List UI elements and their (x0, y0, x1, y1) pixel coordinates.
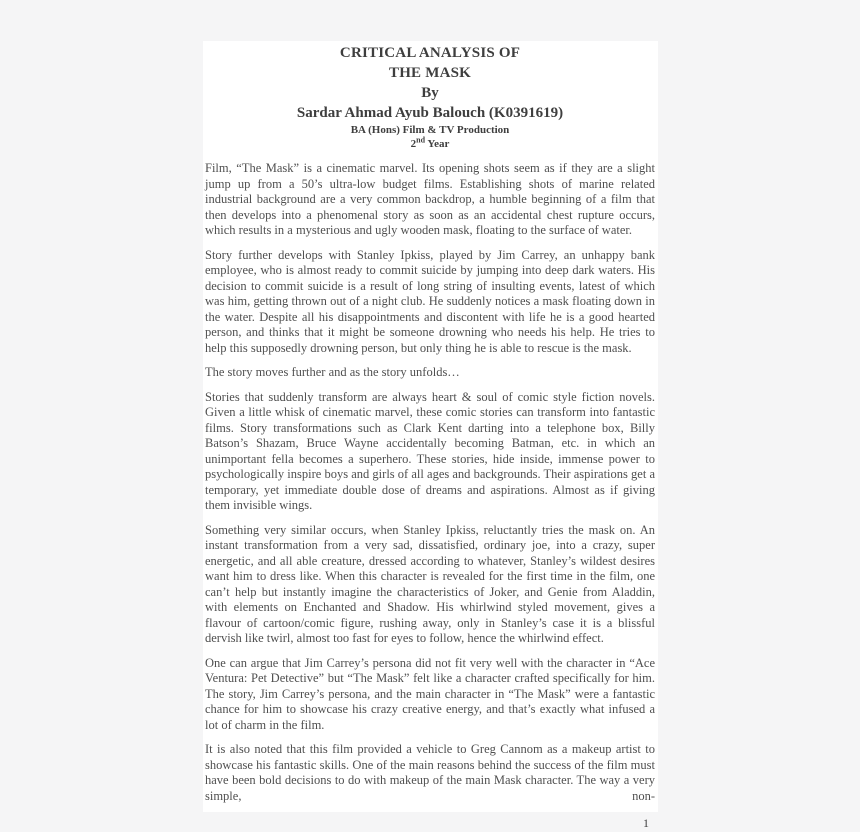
body-paragraph: Something very similar occurs, when Stanley Ipkiss, reluctantly tries the mask on. An instant transformation from a very sad, dissatisfied, ordinary joe, into a crazy, super energetic, and all able creature, dressed according to whatever, Stanley’s wildest desires want him to dress like. When this character is revealed for the first time in the film, one can’t help but instantly imagine the characteristics of Joker, and Genie from Aladdin, with elements on Enchanted and Shadow. His whirlwind styled movement, gives a flavour of cartoon/comic figure, rushing away, only in Stanley’s case it is a blissful dervish like twirl, almost too fast for eyes to follow, hence the whirlwind effect. (205, 522, 655, 645)
year-ordinal: nd (416, 135, 426, 145)
body-paragraph: Film, “The Mask” is a cinematic marvel. Its opening shots seem as if they are a slight jump up from a 50’s ultra-low budget films. Establishing shots of marine related industrial background are a very common backdrop, a humble beginning of a film that then develops into a phenomenal story as soon as an accidental chest rupture occurs, which results in a mysterious and ugly wooden mask, floating to the surface of water. (205, 161, 655, 237)
author-name: Sardar Ahmad Ayub Balouch (K0391619) (296, 105, 564, 121)
document-title-line-2: THE MASK (388, 65, 472, 81)
year-word: Year (425, 138, 450, 150)
title-block (205, 43, 655, 151)
body-paragraph: It is also noted that this film provided a vehicle to Greg Cannom as a makeup artist to showcase his fantastic skills. One of the main reasons behind the success of the film must have been bold decisions to do with makeup of the main Mask character. The way a very simple, non- (205, 742, 655, 803)
year-line (205, 137, 655, 151)
document-body (205, 161, 655, 832)
page-number: 1 (643, 816, 649, 830)
document-title-line-1: CRITICAL ANALYSIS OF (339, 45, 521, 61)
body-paragraph: One can argue that Jim Carrey’s persona did not fit very well with the character in “Ace Ventura: Pet Detective” but “The Mask” felt like a character crafted specifically for him. The story, Jim Carrey’s persona, and the main character in “The Mask” were a fantastic chance for him to showcase his crazy creative energy, and that’s exactly what infused a lot of charm in the film. (205, 655, 655, 732)
body-paragraph: Story further develops with Stanley Ipkiss, played by Jim Carrey, an unhappy bank employee, who is almost ready to commit suicide by jumping into deep dark waters. His decision to commit suicide is a result of long string of insulting events, latest of which was him, getting thrown out of a night club. He suddenly notices a mask floating down in the water. Despite all his disappointments and discontent with life he is a good hearted person, and thinks that it might be someone drowning who needs his help. He tries to help this supposedly drowning person, but only thing he is able to rescue is the mask. (205, 247, 655, 355)
document-page (203, 41, 658, 830)
body-paragraph: The story moves further and as the story unfolds… (205, 365, 460, 379)
byline: By (421, 85, 439, 101)
program-name: BA (Hons) Film & TV Production (350, 124, 510, 136)
body-paragraph: Stories that suddenly transform are always heart & soul of comic style fiction novels. Given a little whisk of cinematic marvel, these comic stories can transform into fantastic films. Story transformations such as Clark Kent darting into a telephone box, Billy Batson’s Shazam, Bruce Wayne accidentally becoming Batman, etc. in which an unimportant fella becomes a superhero. These stories, hide inside, immense power to psychologically inspire boys and girls of all ages and backgrounds. Their aspirations get a temporary, yet immediate double dose of dreams and aspirations. Almost as if giving them invisible wings. (205, 389, 655, 512)
year-number: 2 (410, 138, 417, 150)
